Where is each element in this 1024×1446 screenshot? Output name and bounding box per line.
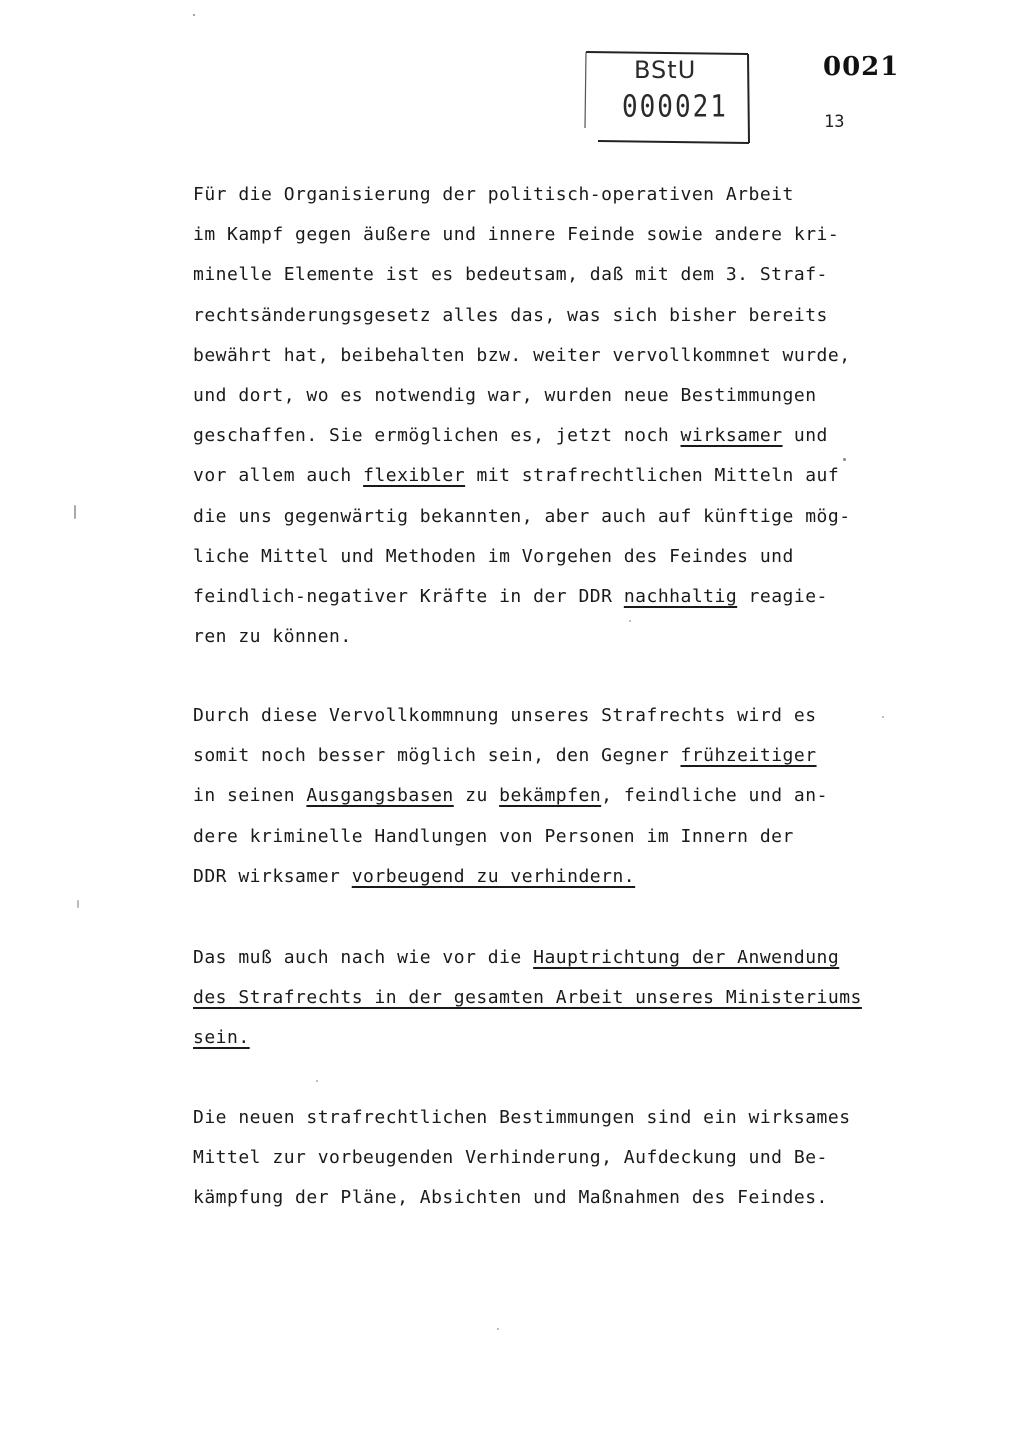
text-segment: kämpfung der Pläne, Absichten und Maßnahmen des Feindes. xyxy=(193,1187,828,1209)
archive-stamp xyxy=(584,50,750,144)
text-segment: zu xyxy=(453,785,500,807)
document-number: 0021 xyxy=(823,52,900,82)
underlined-text: des Strafrechts in der gesamten Arbeit unseres Ministeriums xyxy=(193,987,862,1009)
text-line xyxy=(193,705,817,726)
underlined-text: Ausgangsbasen xyxy=(306,785,454,807)
text-segment: Das muß auch nach wie vor die xyxy=(193,947,534,968)
underlined-text: flexibler xyxy=(363,465,466,487)
scan-speck xyxy=(843,458,846,461)
text-segment: vor allem auch xyxy=(193,465,364,487)
text-line xyxy=(193,305,828,326)
scan-speck xyxy=(77,900,79,908)
text-segment: reagie- xyxy=(737,586,828,607)
stamp-number: 000021 xyxy=(622,90,728,125)
text-segment: mit strafrechtlichen Mitteln auf xyxy=(465,465,840,487)
text-line xyxy=(193,345,851,366)
text-segment: und dort, wo es notwendig war, wurden neue Bestimmungen xyxy=(193,385,817,406)
stamp-agency: BStU xyxy=(634,56,697,84)
text-segment: Für die Organisierung der politisch-operativen Arbeit xyxy=(193,184,794,205)
text-segment: dere kriminelle Handlungen von Personen im Innern der xyxy=(193,825,794,847)
text-line xyxy=(193,184,794,205)
text-segment: in seinen xyxy=(193,785,307,807)
text-segment: Durch diese Vervollkommnung unseres Strafrechts wird es xyxy=(193,705,817,726)
text-line xyxy=(193,425,828,446)
page-number: 13 xyxy=(824,112,845,132)
text-line xyxy=(193,506,851,527)
text-line xyxy=(193,546,794,567)
text-line xyxy=(193,745,817,766)
scan-speck xyxy=(882,716,884,718)
text-line xyxy=(193,987,862,1008)
text-line xyxy=(193,465,839,486)
underlined-text: sein. xyxy=(193,1027,250,1049)
text-segment: und xyxy=(782,425,828,447)
text-segment: somit noch besser möglich sein, den Gegner xyxy=(193,745,681,767)
text-line xyxy=(193,866,635,887)
text-line xyxy=(193,1107,851,1128)
text-line xyxy=(193,385,817,406)
text-segment: ren zu können. xyxy=(193,626,352,648)
text-line xyxy=(193,1027,250,1048)
scan-speck xyxy=(74,505,76,519)
text-line xyxy=(193,1147,828,1168)
text-segment: , feindliche und an- xyxy=(601,785,828,807)
text-line xyxy=(193,947,839,968)
text-line xyxy=(193,586,828,607)
text-segment: im Kampf gegen äußere und innere Feinde sowie andere kri- xyxy=(193,224,840,246)
scan-speck xyxy=(497,1328,499,1330)
text-segment: rechtsänderungsgesetz alles das, was sich bisher bereits xyxy=(193,304,828,326)
scan-speck xyxy=(316,1080,318,1082)
text-line xyxy=(193,1187,828,1208)
text-segment: minelle Elemente ist es bedeutsam, daß mit dem 3. Straf- xyxy=(193,264,828,286)
text-segment: Mittel zur vorbeugenden Verhinderung, Aufdeckung und Be- xyxy=(193,1147,828,1169)
text-segment: geschaffen. Sie ermöglichen es, jetzt noch xyxy=(193,425,681,447)
underlined-text: frühzeitiger xyxy=(680,745,817,767)
text-segment: Die neuen strafrechtlichen Bestimmungen sind ein wirksames xyxy=(193,1107,851,1128)
text-segment: bewährt hat, beibehalten bzw. weiter vervollkommnet wurde, xyxy=(193,344,851,366)
text-line xyxy=(193,626,352,647)
underlined-text: Hauptrichtung der Anwendung xyxy=(533,947,840,968)
text-segment: liche Mittel und Methoden im Vorgehen des Feindes und xyxy=(193,545,794,567)
text-line xyxy=(193,826,794,847)
text-segment: DDR wirksamer xyxy=(193,865,352,887)
text-segment: die uns gegenwärtig bekannten, aber auch auf künftige mög- xyxy=(193,505,851,527)
underlined-text: bekämpfen xyxy=(499,785,602,807)
text-line xyxy=(193,224,839,245)
underlined-text: nachhaltig xyxy=(623,586,738,607)
underlined-text: wirksamer xyxy=(680,425,783,447)
scan-speck xyxy=(629,620,631,622)
text-segment: feindlich-negativer Kräfte in der DDR xyxy=(193,586,624,607)
text-line xyxy=(193,264,828,285)
underlined-text: vorbeugend zu verhindern. xyxy=(351,865,636,887)
scan-speck xyxy=(193,14,195,16)
text-line xyxy=(193,785,828,806)
